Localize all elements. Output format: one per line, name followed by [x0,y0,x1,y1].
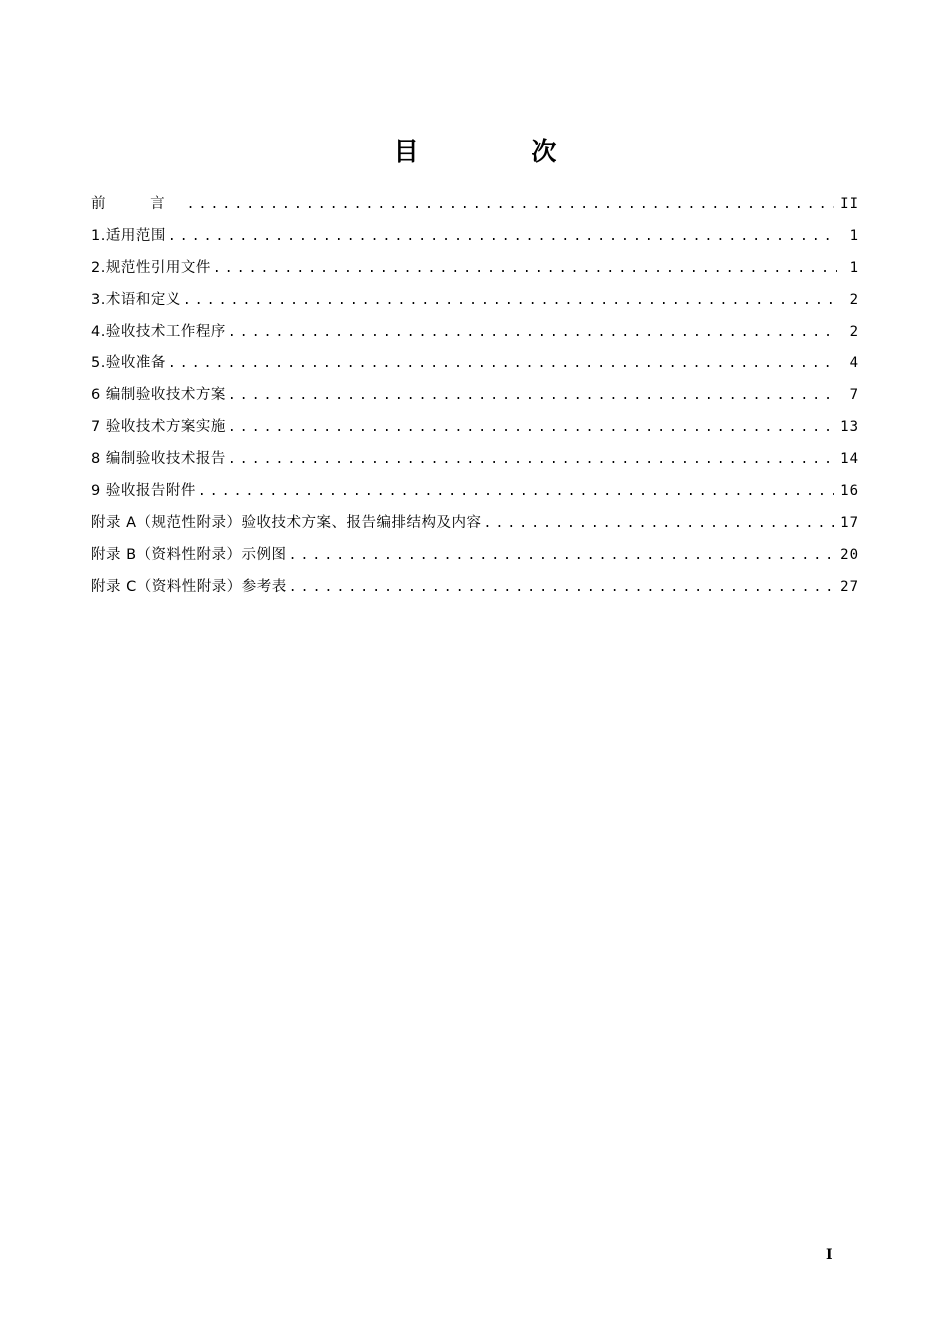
toc-entry-technical-plan[interactable] [91,380,859,412]
toc-entry-scope[interactable] [91,221,859,253]
toc-entry-page: 27 [840,578,859,595]
toc-entry-page: 2 [849,323,859,340]
toc-entry-page: 17 [840,514,859,531]
toc-entry-preface[interactable] [91,189,859,221]
toc-entry-page: 14 [840,451,859,468]
toc-entry-label: 附录 C（资料性附录）参考表 [91,578,287,595]
toc-entry-label: 7 验收技术方案实施 [91,419,226,436]
toc-entry-normative-references[interactable] [91,253,859,285]
page-number: I [826,1247,833,1263]
toc-entry-plan-implementation[interactable] [91,412,859,444]
toc-entry-appendix-b[interactable] [91,540,859,572]
toc-dot-leader [187,189,835,221]
toc-entry-work-procedure[interactable] [91,317,859,349]
toc-entry-page: 1 [849,227,859,244]
toc-entry-page: 7 [849,387,859,404]
toc-entry-page: 4 [849,355,859,372]
toc-dot-leader [228,380,837,412]
toc-dot-leader [289,540,835,572]
toc-entry-page: II [840,196,859,212]
toc-entry-label: 8 编制验收技术报告 [91,451,226,468]
table-of-contents [91,189,859,604]
toc-dot-leader [213,253,837,285]
toc-entry-appendix-c[interactable] [91,572,859,604]
toc-entry-page: 2 [849,291,859,308]
toc-dot-leader [183,285,837,317]
toc-entry-terms-definitions[interactable] [91,285,859,317]
toc-entry-technical-report[interactable] [91,444,859,476]
toc-entry-page: 16 [840,483,859,500]
toc-dot-leader [484,508,835,540]
page-title: 目 次 [393,137,609,166]
toc-dot-leader [168,348,837,380]
toc-entry-appendix-a[interactable] [91,508,859,540]
toc-entry-label: 附录 A（规范性附录）验收技术方案、报告编排结构及内容 [91,514,482,531]
toc-dot-leader [289,572,834,604]
toc-dot-leader [168,221,837,253]
toc-entry-page: 1 [849,259,859,276]
toc-entry-label: 4.验收技术工作程序 [91,323,226,340]
toc-entry-report-attachments[interactable] [91,476,859,508]
toc-dot-leader [228,412,834,444]
toc-entry-label: 2.规范性引用文件 [91,259,211,276]
toc-entry-label: 5.验收准备 [91,355,166,372]
toc-entry-page: 13 [840,419,859,436]
toc-entry-label: 6 编制验收技术方案 [91,387,226,404]
toc-entry-label: 前 言 [91,196,185,212]
toc-dot-leader [228,444,834,476]
toc-entry-label: 1.适用范围 [91,227,166,244]
toc-entry-preparation[interactable] [91,348,859,380]
toc-dot-leader [198,476,834,508]
toc-dot-leader [228,317,837,349]
toc-entry-label: 9 验收报告附件 [91,483,196,500]
toc-entry-label: 附录 B（资料性附录）示例图 [91,546,287,563]
toc-entry-page: 20 [840,546,859,563]
toc-entry-label: 3.术语和定义 [91,291,181,308]
